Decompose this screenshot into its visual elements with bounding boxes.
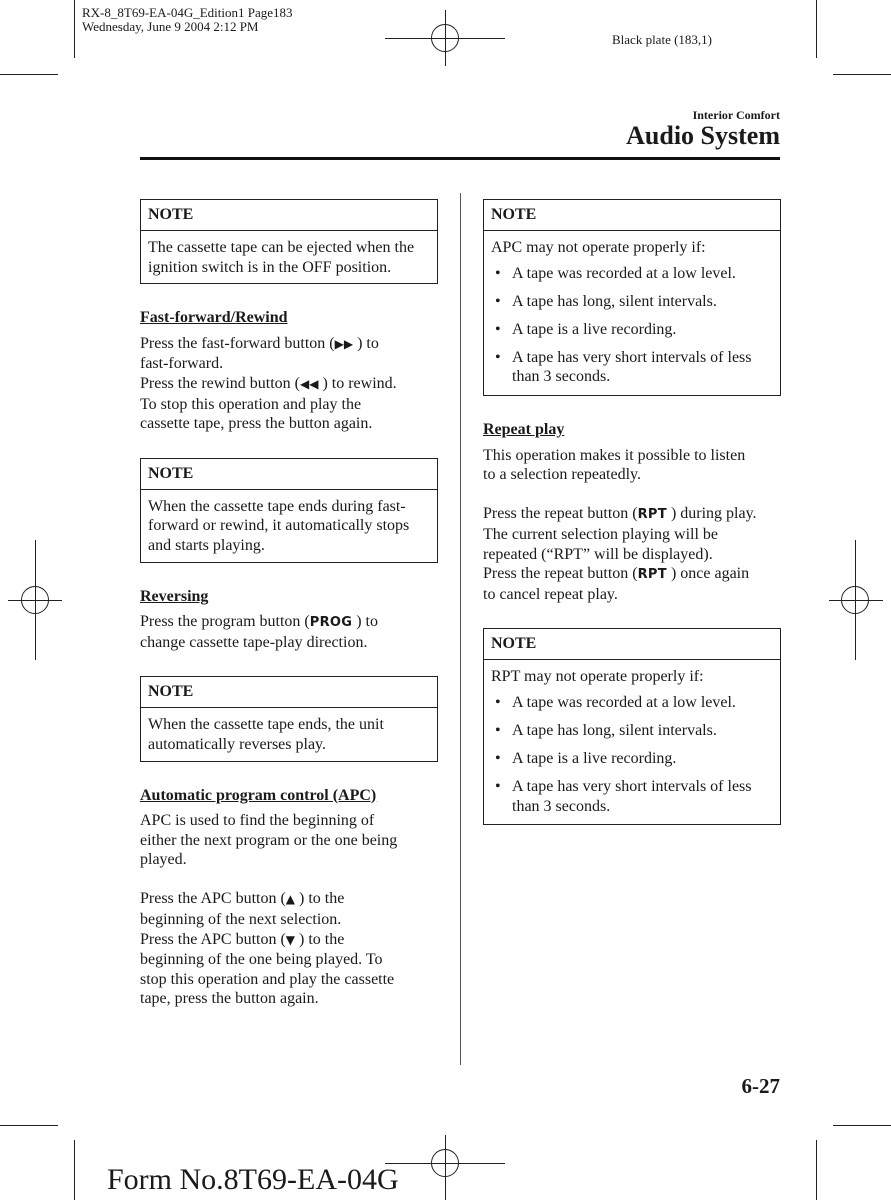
text-line: The current selection playing will be [483,525,719,543]
crop-mark [833,74,891,75]
rewind-icon: ◀◀ [299,376,319,391]
paragraph-gap [483,485,781,505]
note-heading: NOTE [141,459,437,490]
text-line: beginning of the one being played. To [140,951,383,969]
page-title: Audio System [626,121,780,150]
text-line: change cassette tape-play direction. [140,633,368,651]
text-run: ) once again [666,565,750,583]
list-item: • A tape has very short intervals of less than 3 seconds. [491,348,773,387]
text-run: Press the repeat button ( [483,565,638,583]
text-line: to cancel repeat play. [483,585,618,603]
crop-mark [833,1125,891,1126]
paragraph-gap [140,870,438,890]
text-run: Press the fast-forward button ( [140,334,335,352]
text-line: stop this operation and play the cassette [140,970,395,988]
text-line: This operation makes it possible to listen [483,446,746,464]
text-line: to a selection repeatedly. [483,466,641,484]
reversing-heading: Reversing [140,587,209,605]
text-line: cassette tape, press the button again. [140,415,373,433]
up-arrow-icon: ▲ [285,892,296,907]
fast-forward-rewind-heading: Fast-forward/Rewind [140,309,288,327]
registration-target-icon [21,586,49,614]
text-run: Press the repeat button ( [483,505,638,523]
note-heading: NOTE [141,677,437,708]
repeat-play-section [483,420,781,604]
list-item: • A tape has long, silent intervals. [491,721,773,741]
text-run: Press the APC button ( [140,930,286,948]
text-run: Press the rewind button ( [140,374,300,392]
registration-target-icon [841,586,869,614]
rpt-button-label: RPT [637,507,667,523]
text-run: ) to the [295,890,345,908]
note-body [484,231,780,395]
text-line: APC is used to find the beginning of [140,812,375,830]
note-body [484,660,780,824]
page-number: 6-27 [741,1074,780,1098]
list-item: • A tape has long, silent intervals. [491,292,773,312]
fast-forward-rewind-section [140,308,438,434]
text-line: fast-forward. [140,355,224,373]
text-run: ) to [352,613,378,631]
note-text: When the cassette tape ends, the unit automatically reverses play. [148,716,384,753]
crop-mark [0,74,58,75]
text-run: Press the program button ( [140,613,310,631]
print-header [82,6,293,34]
column-divider [460,193,461,1065]
note-text: When the cassette tape ends during fast-forward or rewind, it automatically stops and starts playing. [148,497,410,554]
note-intro: RPT may not operate properly if: [491,668,704,686]
text-run: ) to the [295,930,345,948]
text-run: ) during play. [666,505,757,523]
text-line: tape, press the button again. [140,990,319,1008]
down-arrow-icon: ▼ [285,932,296,947]
text-line: either the next program or the one being [140,831,398,849]
text-run: ) to rewind. [318,374,397,392]
header-rule [140,157,780,160]
fast-forward-rewind-text [140,334,438,434]
list-item: • A tape is a live recording. [491,320,773,340]
note-intro: APC may not operate properly if: [491,239,706,256]
rpt-button-label: RPT [637,567,667,583]
note-text: The cassette tape can be ejected when the ignition switch is in the OFF position. [148,239,415,276]
note-box-reverse [140,676,438,761]
black-plate-label: Black plate (183,1) [612,32,712,47]
text-line: repeated (“RPT” will be displayed). [483,545,713,563]
registration-target-icon [431,1149,459,1177]
note-box-eject [140,199,438,284]
left-column [140,199,438,1009]
apc-heading: Automatic program control (APC) [140,786,377,804]
text-line: To stop this operation and play the [140,395,362,413]
note-list [491,693,773,816]
apc-section [140,786,438,1009]
text-run: ) to [353,334,379,352]
reversing-section [140,587,438,653]
repeat-play-text [483,446,781,605]
crop-mark [816,0,817,58]
note-box-rpt [483,628,781,825]
list-item: • A tape has very short intervals of less than 3 seconds. [491,777,773,816]
print-header-file: RX-8_8T69-EA-04G_Edition1 Page183 [82,5,293,20]
note-list [491,264,773,387]
section-kicker: Interior Comfort [692,108,780,122]
registration-target-icon [431,24,459,52]
text-line: beginning of the next selection. [140,910,342,928]
note-heading: NOTE [141,200,437,231]
text-run: Press the APC button ( [140,890,286,908]
note-box-fast-forward [140,458,438,563]
repeat-play-heading: Repeat play [483,421,565,439]
right-column [483,199,781,849]
list-item: • A tape was recorded at a low level. [491,264,773,284]
crop-mark [74,0,75,58]
note-body [141,490,437,562]
prog-button-label: PROG [309,615,353,631]
note-heading: NOTE [484,200,780,231]
list-item: • A tape was recorded at a low level. [491,693,773,713]
text-line: played. [140,851,187,869]
note-body [141,231,437,283]
reversing-text [140,612,438,652]
crop-mark [74,1140,75,1200]
note-box-apc [483,199,781,396]
crop-mark [0,1125,58,1126]
print-header-date: Wednesday, June 9 2004 2:12 PM [82,19,259,34]
note-heading: NOTE [484,629,780,660]
note-body [141,708,437,760]
crop-mark [816,1140,817,1200]
apc-text [140,811,438,1009]
fast-forward-icon: ▶▶ [334,336,354,351]
form-number: Form No.8T69-EA-04G [107,1163,399,1196]
list-item: • A tape is a live recording. [491,749,773,769]
